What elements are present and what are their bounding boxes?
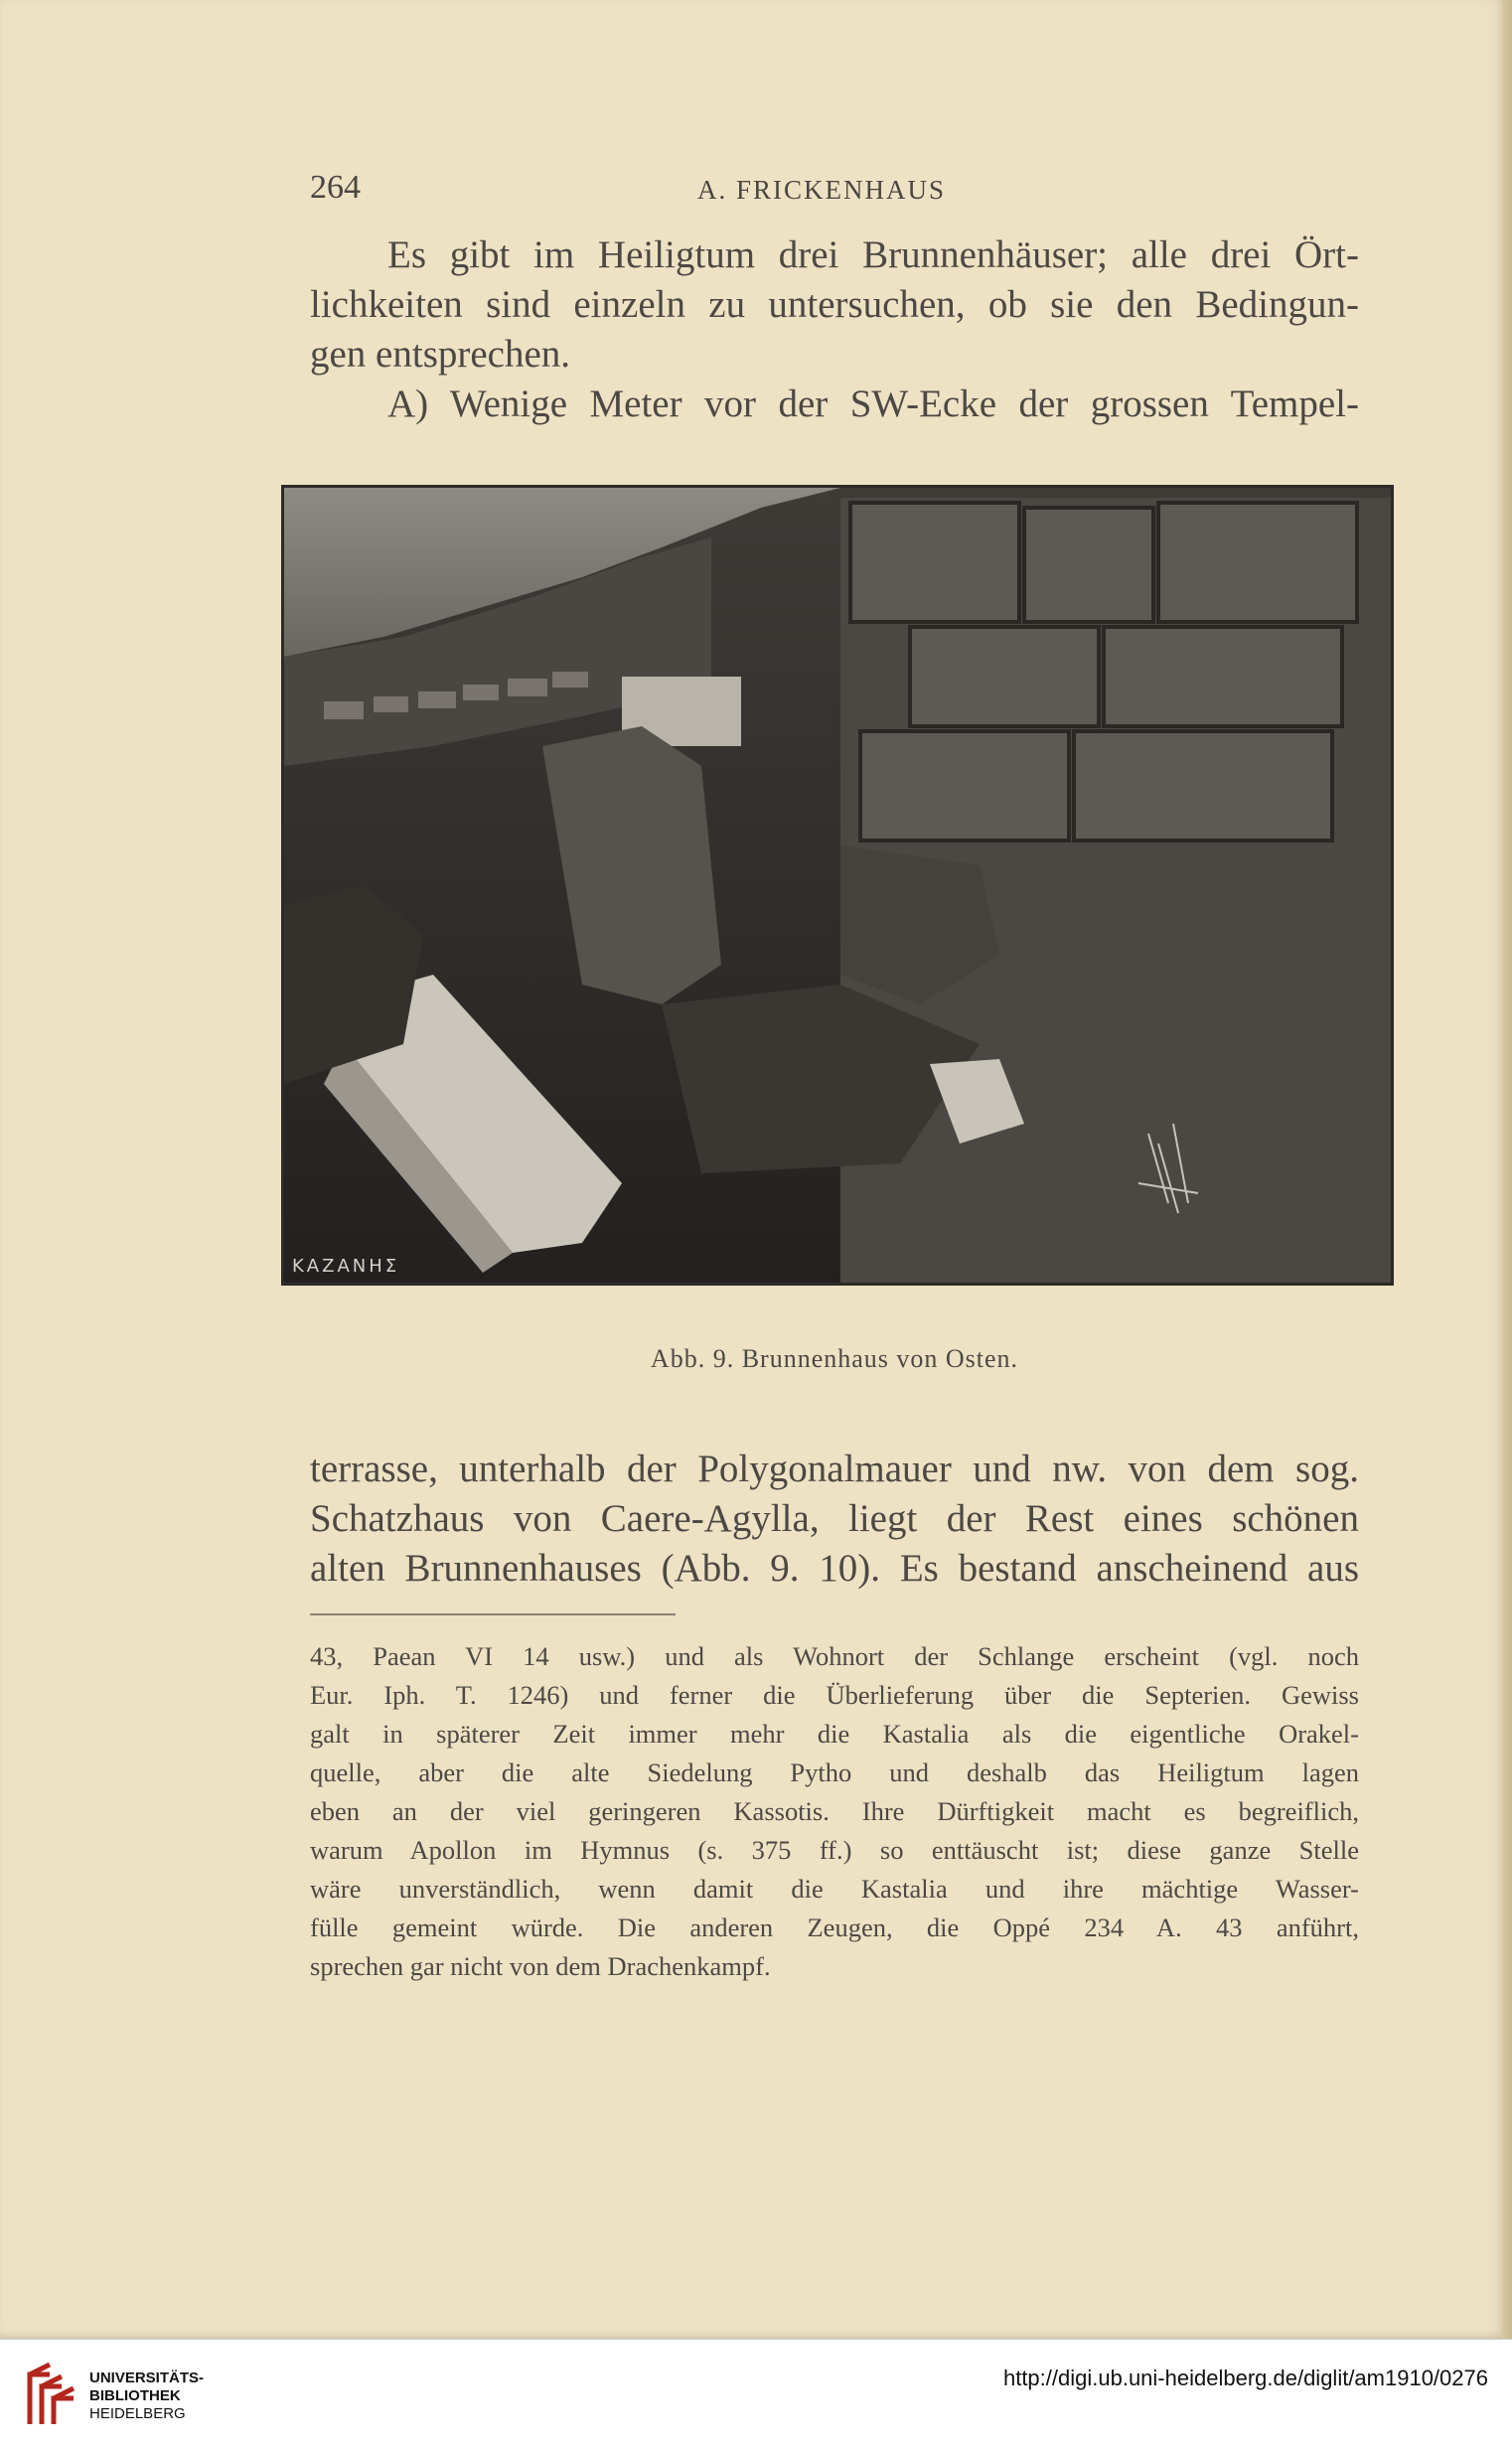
text-line: A) Wenige Meter vor der SW-Ecke der grossen Tempel- [387,382,1359,425]
library-name [89,2370,204,2423]
footnote-line: eben an der viel geringeren Kassotis. Ihre Dürftigkeit macht es begreiflich, [310,1796,1359,1826]
text-line: gen entsprechen. [310,333,571,376]
text-line: alten Brunnenhauses (Abb. 9. 10). Es bestand anscheinend aus [310,1547,1359,1590]
footnote-divider [310,1613,676,1615]
footnote-line: 43, Paean VI 14 usw.) und als Wohnort der Schlange erscheint (vgl. noch [310,1641,1359,1671]
source-url[interactable]: http://digi.ub.uni-heidelberg.de/diglit/am1910/0276 [1002,2366,1488,2390]
footnote-line: quelle, aber die alte Siedelung Pytho und deshalb das Heiligtum lagen [310,1758,1359,1787]
figure-photo [281,485,1394,1286]
library-name-line: HEIDELBERG [89,2405,186,2422]
footnote-line: sprechen gar nicht von dem Drachenkampf. [310,1951,771,1981]
body-text-bottom [310,1445,1359,1594]
text-line: Es gibt im Heiligtum drei Brunnenhäuser; alle drei Ört- [387,233,1359,276]
footnote-line: Eur. Iph. T. 1246) und ferner die Überlieferung über die Septerien. Gewiss [310,1680,1359,1710]
ruins-photo-image [284,488,1391,1283]
footnote-line: galt in späterer Zeit immer mehr die Kastalia als die eigentliche Orakel- [310,1719,1359,1749]
page-number: 264 [310,169,361,206]
library-name-line: UNIVERSITÄTS- [89,2370,205,2386]
footnote-line: warum Apollon im Hymnus (s. 375 ff.) so enttäuscht ist; diese ganze Stelle [310,1835,1359,1865]
text-line: Schatzhaus von Caere-Agylla, liegt der Rest eines schönen [310,1497,1359,1540]
page-edge [1502,0,1512,2339]
university-library-logo-icon [20,2360,79,2429]
body-text-top [310,230,1359,429]
photographer-signature: ΚΑΖΑΝΗΣ [292,1256,400,1277]
figure-caption: Abb. 9. Brunnenhaus von Osten. [650,1344,1019,1373]
text-line: terrasse, unterhalb der Polygonalmauer und nw. von dem sog. [310,1448,1359,1490]
digitization-footer [0,2339,1512,2447]
running-head: A. FRICKENHAUS [697,175,947,205]
library-name-line: BIBLIOTHEK [89,2387,181,2404]
footnotes [310,1637,1359,1986]
footnote-line: wäre unverständlich, wenn damit die Kastalia und ihre mächtige Wasser- [310,1874,1359,1904]
page-header [310,169,1359,219]
footnote-line: fülle gemeint würde. Die anderen Zeugen, die Oppé 234 A. 43 anführt, [310,1912,1359,1942]
text-line: lichkeiten sind einzeln zu untersuchen, ob sie den Bedingun- [310,283,1359,326]
